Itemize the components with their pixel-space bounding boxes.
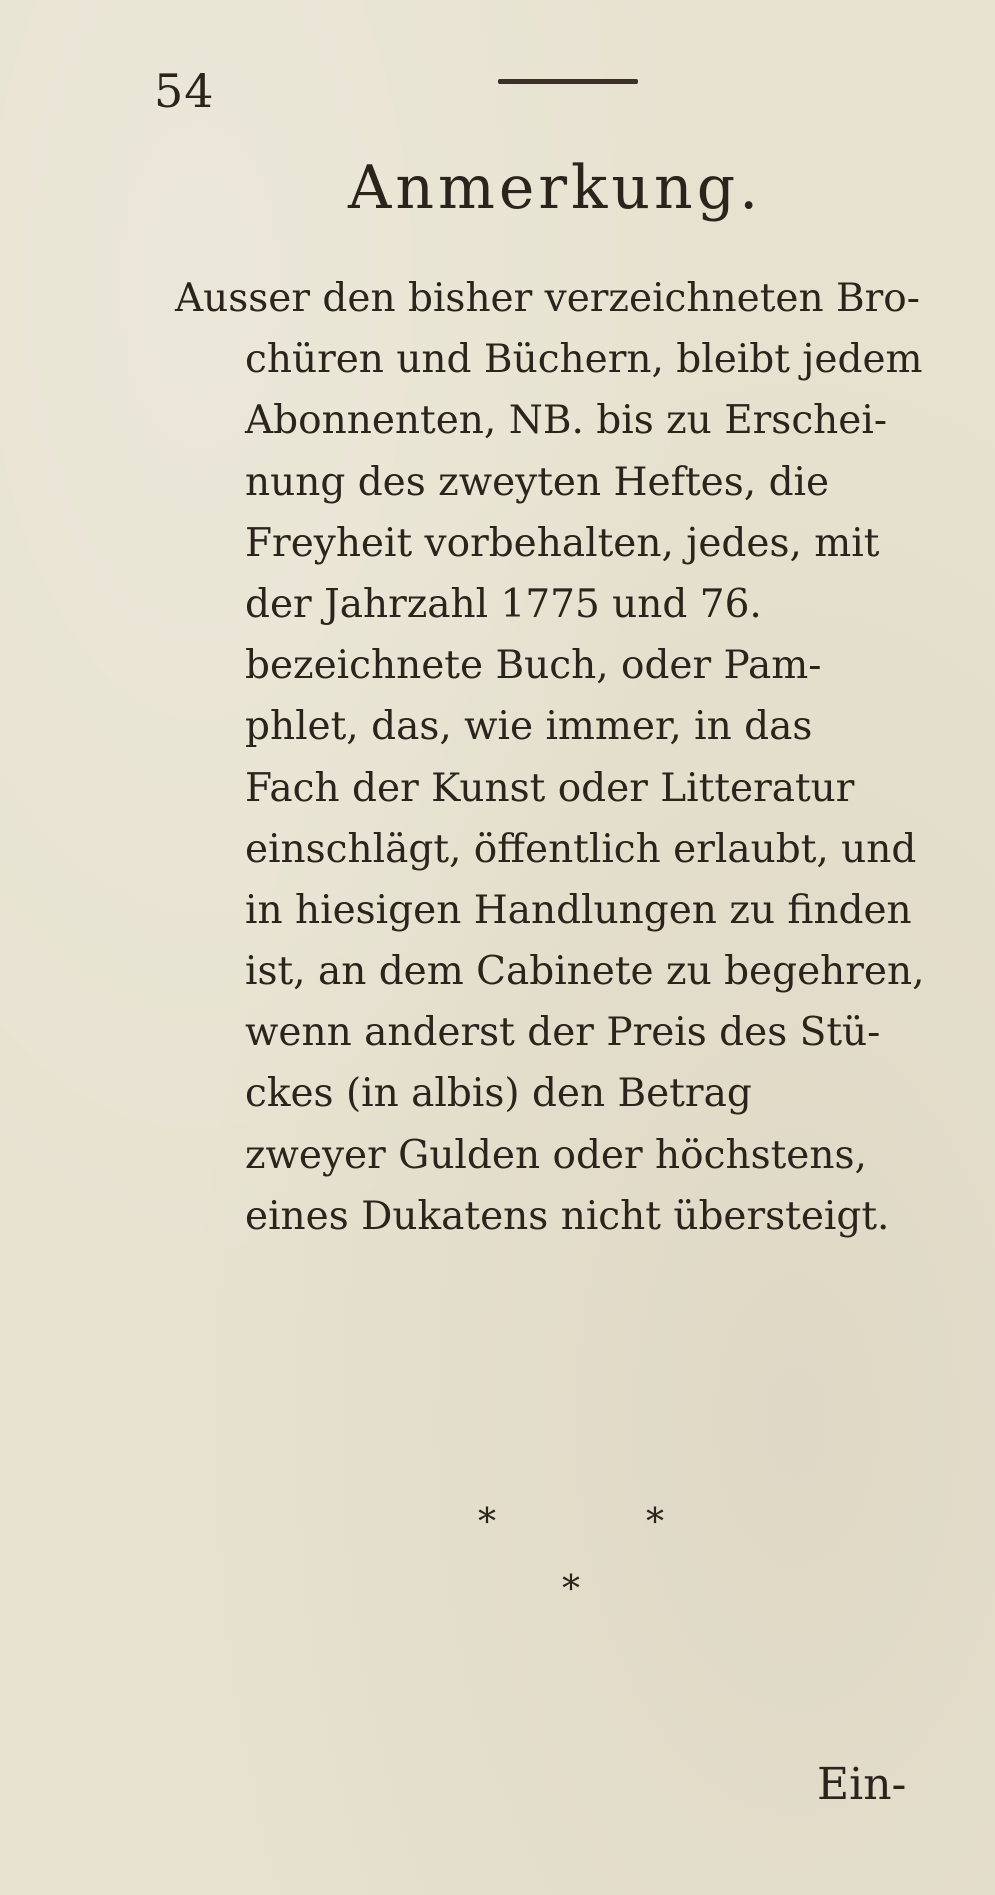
page-number: 54 bbox=[154, 64, 215, 118]
text-line: chüren und Büchern, bleibt jedem bbox=[245, 337, 923, 383]
text-line: bezeichnete Buch, oder Pam- bbox=[245, 643, 822, 689]
text-line: Abonnenten, NB. bis zu Erschei- bbox=[245, 398, 888, 444]
text-line: einschlägt, öffentlich erlaubt, und bbox=[245, 826, 917, 872]
section-heading: Anmerkung. bbox=[348, 153, 763, 223]
text-line: wenn anderst der Preis des Stü- bbox=[245, 1010, 881, 1056]
text-line: in hiesigen Handlungen zu finden bbox=[245, 887, 912, 933]
text-line: Ausser den bisher verzeichneten Bro- bbox=[175, 276, 920, 321]
catchword: Ein- bbox=[817, 1759, 907, 1810]
text-line: nung des zweyten Heftes, die bbox=[245, 459, 830, 505]
text-line: der Jahrzahl 1775 und 76. bbox=[245, 581, 762, 627]
text-line: Fach der Kunst oder Litteratur bbox=[245, 765, 855, 811]
text-line: eines Dukatens nicht übersteigt. bbox=[245, 1193, 890, 1239]
text-line: Freyheit vorbehalten, jedes, mit bbox=[245, 520, 880, 566]
note-paragraph bbox=[175, 268, 975, 1247]
header-rule bbox=[498, 79, 638, 84]
ornament-star-icon: * bbox=[562, 1569, 580, 1610]
text-line: phlet, das, wie immer, in das bbox=[245, 704, 813, 750]
text-line: zweyer Gulden oder höchstens, bbox=[245, 1132, 867, 1178]
text-line: ist, an dem Cabinete zu begehren, bbox=[245, 949, 925, 995]
text-line: ckes (in albis) den Betrag bbox=[245, 1071, 752, 1117]
ornament-star-icon: * bbox=[478, 1502, 496, 1543]
ornament-star-icon: * bbox=[646, 1502, 664, 1543]
